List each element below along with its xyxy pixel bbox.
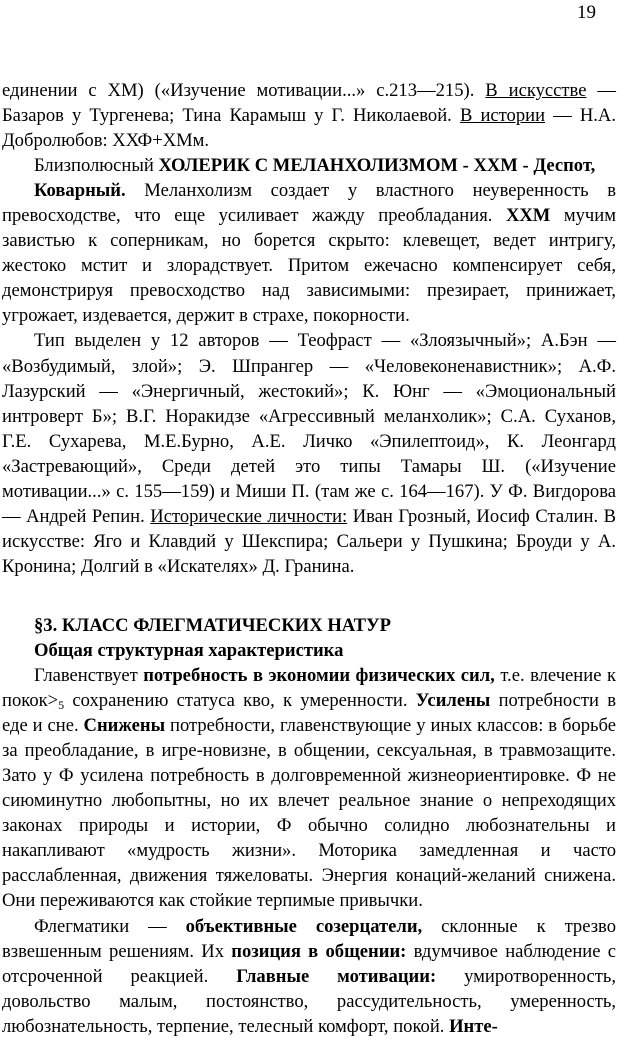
text-run: умиротворенность, довольство малым, постоянство, рассудительность, умеренность, любознательность, терпение, телесный комфорт, покой. [2,965,617,1037]
underlined-text: В искусстве [485,80,587,101]
bold-text: позиция в общении: [231,940,407,962]
bold-text: ХХМ [505,205,551,227]
text-run: склонные к трезво взвешенным решениям. Их [2,915,616,962]
text-run: Близполюсный [34,155,159,177]
text-run: — Н.А. Добролюбов: ХХФ+ХМм. [2,105,616,152]
section-gap [2,579,616,613]
bold-text: Инте- [449,1015,498,1037]
bold-text: Усилены [415,690,491,712]
type-title-choleric-melancholic: ХОЛЕРИК С МЕЛАНХОЛИЗМОМ - ХХМ - Деспот, [158,155,596,177]
page-body [2,78,616,1039]
bold-text: Коварный. [34,180,126,202]
bold-text: Снижены [83,715,166,737]
text-run: сохранению статуса кво, к умеренности. [64,690,416,712]
bold-text: объективные созерцатели, [185,915,423,937]
text-run: Меланхолизм создает у властного неуверенность в превосходстве, что еще усиливает жажду преобладания. [2,180,616,227]
paragraph-5 [2,663,616,913]
text-run: Флегматики — [34,915,186,937]
underlined-text: В истории [459,105,546,127]
bold-text: Главные мотивации: [236,965,437,987]
text-run: Тип выделен у 12 авторов — Теофраст — «Злоязычный»; А.Бэн — «Возбудимый, злой»; Э. Шпрангер — «Человеконенавистник»; А.Ф. Лазурский — «Энергичный, жестокий»; К. Юнг — «Эмоциональный интроверт Б»; В.Г. Норакидзе «Агрессивный меланхолик»; С.А. Суханов, Г.Е. Сухарева, М.Е.Бурно, А.Е. Личко «Эпилептоид», К. Леонгард «Застревающий», Среди детей это типы Тамары Ш. («Изучение мотивации...» с. 155—159) и Миши П. (там же с. 164—167). У Ф. Вигдорова — Андрей Репин. [2,330,616,527]
underlined-text: Исторические личности: [150,505,348,527]
paragraph-4 [2,328,616,578]
paragraph-1 [2,78,616,153]
text-run: Иван Грозный, Иосиф Сталин. В искусстве: Яго и Клавдий у Шекспира; Сальери у Пушкина; Броуди у А. Кронина; Долгий в «Искателях» Д. Гранина. [2,505,616,577]
text-run: Главенствует [34,665,144,687]
section-title: §3. КЛАСС ФЛЕГМАТИЧЕСКИХ НАТУР [34,614,392,636]
page-number: 19 [577,2,596,23]
text-run: единении с ХМ) («Изучение мотивации...» с.213—215). [2,80,486,101]
text-run: — Базаров у Тургенева; Тина Карамыш у Г. Николаевой. [2,80,616,127]
subsection-title: Общая структурная характеристика [34,639,344,661]
paragraph-3 [2,178,616,328]
text-run: потребности в еде и сне. [2,690,617,737]
paragraph-6 [2,914,616,1039]
paragraph-2 [2,153,616,178]
text-run: т.е. влечение к покок> [2,665,616,712]
text-run: мучим завистью к соперникам, но борется скрыто: клевещет, ведет интригу, жестоко мстит и злорадствует. Притом ежечасно компенсирует себя, демонстрируя превосходство над зависимыми: презирает, принижает, угрожает, издевается, держит в страхе, покорности. [2,205,617,327]
text-run: вдумчивое наблюдение с отсроченной реакцией. [2,940,616,987]
text-run: потребности, главенствующие у иных классов: в борьбе за преобладание, в игре-новизне, в общении, сексуальная, в травмозащите. Зато у Ф усилена потребность в долговременной жизнеориентировке. Ф не сиюминутно любопытны, но их влечет реальное знание о непреходящих законах природы и истории, Ф обычно солидно любознательны и накапливают «мудрость жизни». Моторика замедленная и часто расслабленная, движения тяжеловаты. Энергия конаций-желаний снижена. Они переживаются как стойкие терпимые привычки. [2,715,616,912]
bold-text: потребность в экономии физических сил, [143,665,495,687]
subscript-text: 5 [58,698,65,713]
